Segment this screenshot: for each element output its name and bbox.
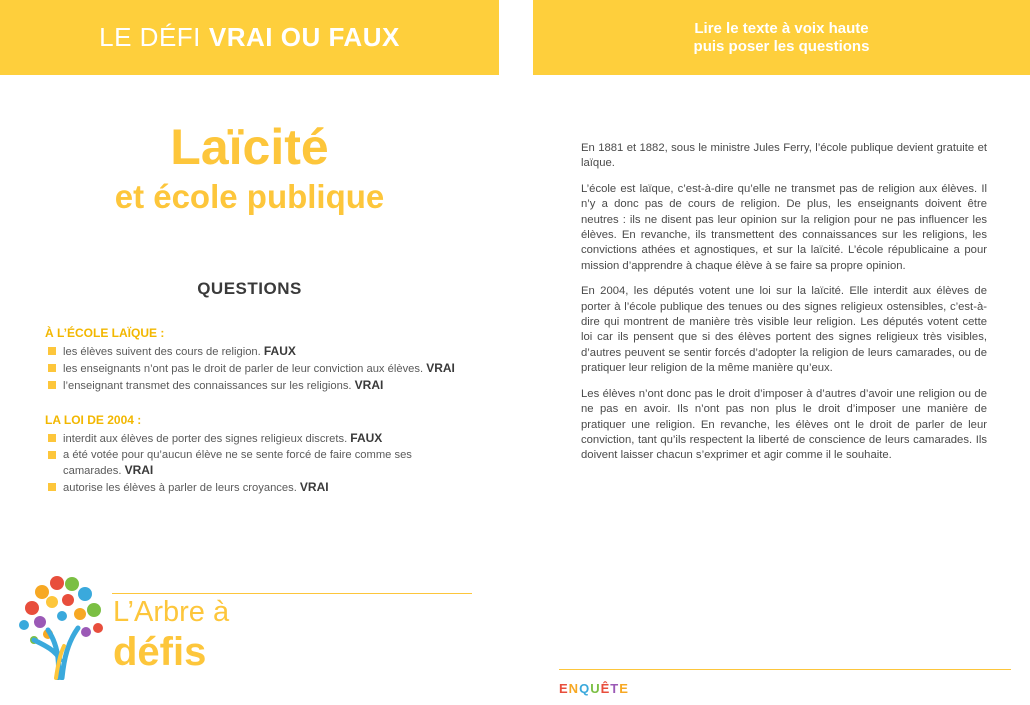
list-item [48,431,458,447]
questions-heading: QUESTIONS [197,279,302,298]
logo-text-line2: défis [113,630,207,674]
question-list-loi [48,431,458,497]
divider [112,593,472,594]
question-text: interdit aux élèves de porter des signes religieux discrets. [63,433,348,445]
tree-logo-icon [12,570,112,680]
footer-letter: Q [579,681,591,696]
question-list-ecole [48,344,458,395]
instruction-line2: puis poser les questions [693,37,870,55]
footer-letter: Ê [600,681,611,696]
square-bullet-icon [48,364,56,372]
page-title: Laïcité [170,119,329,175]
left-banner [0,0,499,75]
square-bullet-icon [48,347,56,355]
square-bullet-icon [48,381,56,389]
question-text: les élèves suivent des cours de religion. [63,346,261,358]
section-heading-ecole: À L’ÉCOLE LAÏQUE : [45,326,165,340]
logo-text-line1: L’Arbre à [113,596,230,628]
list-item [48,480,458,496]
paragraph: Les élèves n’ont donc pas le droit d’imposer à d’autres d’avoir une religion ou de ne pas en avoir. Ils n’ont pas non plus le droit d’imposer une manière de pratiquer une religion. En revanche, les élèves ont le droit de parler de leur conviction, tant qu’ils respectent la liberté de conscience de leurs camarades. Ils doivent laisser chacun s’exprimer et agir comme il le souhaite. [581,387,987,462]
footer-divider [559,669,1011,670]
square-bullet-icon [48,483,56,491]
paragraph: L’école est laïque, c’est-à-dire qu’elle ne transmet pas de religion aux élèves. Il n’y a donc pas de cours de religion. De plus, les enseignants doivent être neutres : ils ne disent pas leur opinion sur la religion pour ne pas influencer les élèves. En revanche, ils transmettent des connaissances sur les religions, les convictions athées et agnostiques, et sur la laïcité. L’école républicaine a pour mission d’apprendre à chaque élève à se faire sa propre opinion. [581,182,987,272]
page-subtitle: et école publique [114,178,385,215]
footer-letter: E [559,681,569,696]
footer-letter: N [568,681,580,696]
banner-title: VRAI OU FAUX [208,22,400,52]
list-item [48,344,458,360]
paragraph: En 1881 et 1882, sous le ministre Jules Ferry, l’école publique devient gratuite et laïque. [581,142,987,170]
answer-label: VRAI [299,480,329,494]
footer-letter: T [610,681,620,696]
square-bullet-icon [48,451,56,459]
article-text [581,141,987,474]
banner-prefix: LE DÉFI [99,22,201,52]
question-text: l’enseignant transmet des connaissances sur les religions. [63,380,352,392]
answer-label: FAUX [263,344,296,358]
list-item [48,448,458,479]
footer-label [559,681,629,696]
footer-letter: E [619,681,629,696]
question-text: a été votée pour qu’aucun élève ne se sente forcé de faire comme ses camarades. [63,449,412,477]
answer-label: VRAI [426,361,455,375]
footer-letter: U [590,681,601,696]
list-item [48,378,458,394]
answer-label: VRAI [124,463,154,477]
paragraph: En 2004, les députés votent une loi sur la laïcité. Elle interdit aux élèves de porter à l’école publique des tenues ou des signes religieux ostensibles, c’est-à-dire qui montrent de manière très visible leur religion. Les députés votent cette loi car ils pensent que si des élèves portent des signes religieux très visibles, d’autres peuvent se sentir forcés d’adopter la religion de leurs camarades, ou de pratiquer leur religion de la même manière qu’eux. [581,285,987,375]
right-banner [533,0,1030,75]
answer-label: VRAI [354,378,384,392]
answer-label: FAUX [350,431,383,445]
instruction-line1: Lire le texte à voix haute [694,19,869,37]
square-bullet-icon [48,434,56,442]
section-heading-loi: LA LOI DE 2004 : [45,413,142,427]
list-item [48,361,458,377]
question-text: les enseignants n’ont pas le droit de parler de leur conviction aux élèves. [63,363,424,375]
question-text: autorise les élèves à parler de leurs croyances. [63,482,297,494]
